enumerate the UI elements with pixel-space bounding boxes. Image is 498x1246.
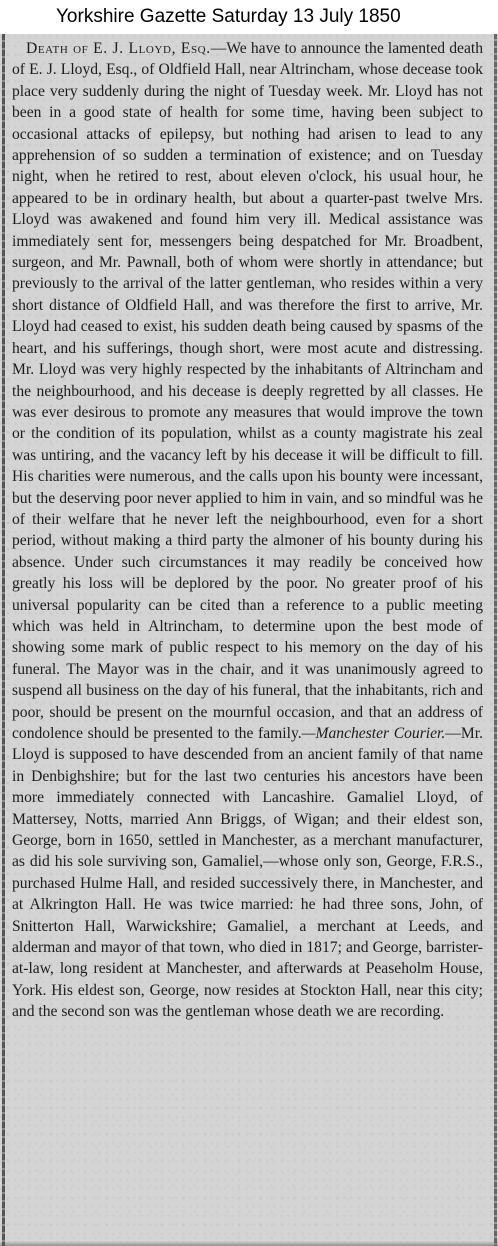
article-source: —Manchester Courier. (301, 725, 446, 742)
clipping-caption: Yorkshire Gazette Saturday 13 July 1850 (0, 0, 498, 34)
article-body (12, 38, 483, 1023)
article-continuation-text: —Mr. Lloyd is supposed to have descended from an ancient family of that name in Denbighshire; but for the last two centuries his ancestors have been more immediately connected with Lancashire. Gamaliel Lloyd, of Mattersey, Notts, married Ann Briggs, of Wigan; and their eldest son, George, born in 1650, settled in Manchester, as a merchant manufacturer, as did his sole surviving son, Gamaliel,—whose only son, George, F.R.S., purchased Hulme Hall, and resided successively there, in Manchester, and at Alkrington Hall. He was twice married: he had three sons, John, of Snitterton Hall, Warwickshire; Gamaliel, a merchant at Leeds, and alderman and mayor of that town, who died in 1817; and George, barrister-at-law, long resident at Manchester, and afterwards at Peaseholm House, York. His eldest son, George, now resides at Stockton Hall, near this city; and the second son was the gentleman whose death we are recording. (12, 725, 483, 1021)
article-lead-text: —We have to announce the lamented death of E. J. Lloyd, Esq., of Oldfield Hall, near Altrincham, whose decease took place very suddenly during the night of Tuesday week. Mr. Lloyd has not been in a good state of health for some time, having been subject to occasional attacks of epilepsy, but nothing had arisen to lead to any apprehension of so sudden a termination of existence; and on Tuesday night, when he retired to rest, about eleven o'clock, his usual hour, he appeared to be in ordinary health, but about a quarter-past twelve Mrs. Lloyd was awakened and found him very ill. Medical assistance was immediately sent for, messengers being despatched for Mr. Broadbent, surgeon, and Mr. Pawnall, both of whom were shortly in attendance; but previously to the arrival of the latter gentleman, who resides within a very short distance of Oldfield Hall, and was therefore the first to arrive, Mr. Lloyd had ceased to exist, his sudden death being caused by spasms of the heart, and his sufferings, though short, were most acute and distressing. Mr. Lloyd was very highly respected by the inhabitants of Altrincham and the neighbourhood, and his decease is deeply regretted by all classes. He was ever desirous to promote any measures that would improve the town or the condition of its population, whilst as a county magistrate his zeal was untiring, and the vacancy left by his decease it will be difficult to fill. His charities were numerous, and the calls upon his bounty were incessant, but the deserving poor never applied to him in vain, and so mindful was he of their welfare that he never left the neighbourhood, even for a short period, without making a third party the almoner of his bounty during his absence. Under such circumstances it may readily be conceived how greatly his loss will be deplored by the poor. No greater proof of his universal popularity can be cited than a reference to a public meeting which was held in Altrincham, to determine upon the best mode of showing some mark of public respect to his memory on the day of his funeral. The Mayor was in the chair, and it was unanimously agreed to suspend all business on the day of his funeral, that the inhabitants, rich and poor, should be present on the mournful occasion, and that an address of condolence should be presented to the family. (12, 40, 483, 742)
article-headline: Death of E. J. Lloyd, Esq. (26, 40, 211, 57)
column-rule-left (2, 34, 5, 1246)
clipping-torn-edge (0, 1241, 498, 1246)
column-rule-right (494, 34, 497, 1246)
newspaper-clipping (0, 34, 498, 1246)
article-paragraph (12, 38, 483, 1023)
